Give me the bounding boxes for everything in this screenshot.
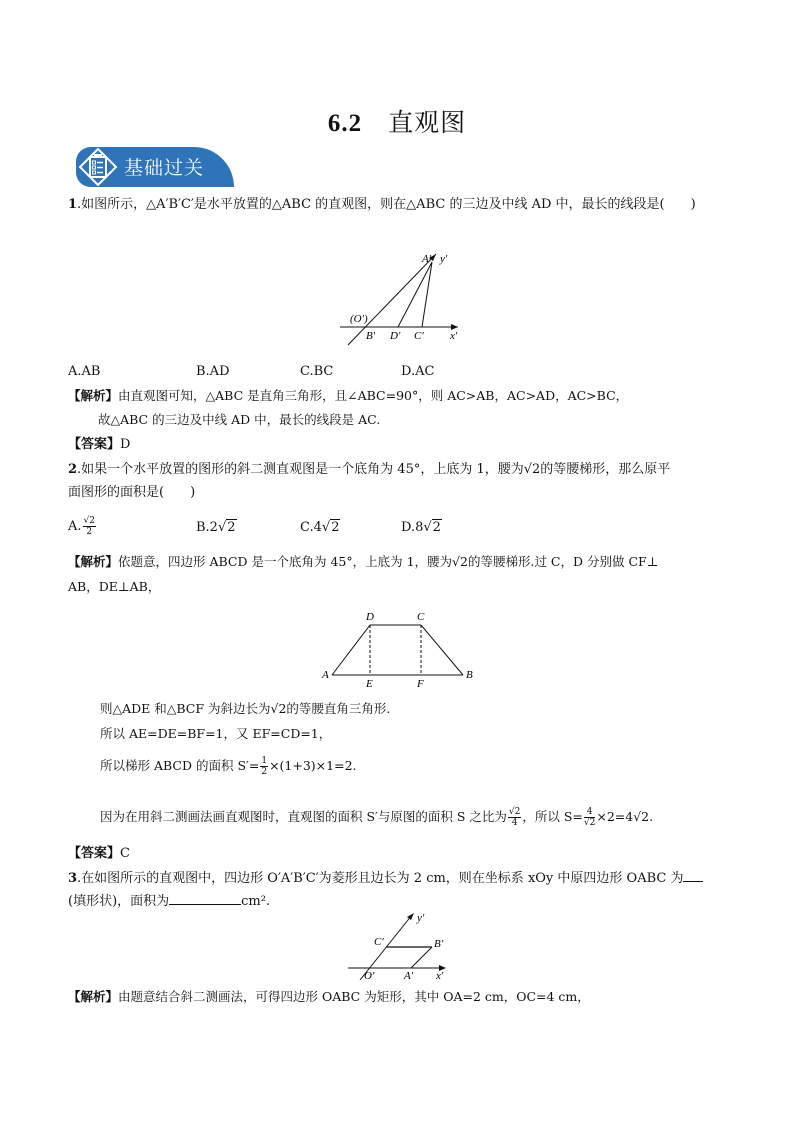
analysis-text: 依题意，四边形 ABCD 是一个底角为 45°，上底为 1，腰为√2的等腰梯形.过 C，D 分别做 CF⊥ [118,554,659,569]
analysis-text: 所以梯形 ABCD 的面积 S′= [100,758,260,773]
option-prefix: D.8 [401,520,424,535]
option-d[interactable]: D.AC [401,364,435,379]
radicand: 2 [227,520,236,535]
analysis-text: 由直观图可知，△ABC 是直角三角形，且∠ABC=90°，则 AC>AB，AC>AD，AC>BC， [118,388,629,403]
page-title [0,103,794,139]
label-a: A′ [422,253,432,265]
analysis-text: 由题意结合斜二测画法，可得四边形 OABC 为矩形，其中 OA=2 cm，OC=4 cm， [118,989,590,1004]
figure-1-oblique-triangle [330,248,470,348]
radicand: 2 [432,520,441,535]
question-2-analysis-line3: 则△ADE 和△BCF 为斜边长为√2的等腰直角三角形. [100,701,391,716]
label-x: x′ [436,970,444,980]
option-d[interactable]: D.8√2 [401,520,441,535]
answer-value: D [120,437,131,452]
figure-2-trapezoid [318,608,478,688]
question-text: (填形状)，面积为 [68,894,170,909]
blank-area[interactable] [169,904,241,905]
question-1-answer [68,436,130,454]
frac-top: √2 [508,807,521,817]
question-1-analysis [68,387,628,405]
label-f: F [417,678,424,688]
analysis-label: 【解析】 [68,554,119,569]
label-d: D [366,611,374,623]
question-text: .如图所示，△A′B′C′是水平放置的△ABC 的直观图，则在△ABC 的三边及中线 AD 中，最长的线段是( ) [77,197,696,212]
analysis-label: 【解析】 [68,388,119,403]
question-2-answer [68,845,130,863]
option-c[interactable]: C.4√2 [300,520,340,535]
checklist-icon [78,148,118,186]
label-c: C′ [374,936,384,948]
frac-top: √2 [83,516,95,526]
frac-top: 4 [584,807,595,818]
radicand: 2 [331,520,340,535]
label-y: y′ [440,253,448,265]
label-b: B′ [366,330,376,342]
label-d: D′ [390,330,401,342]
question-text: .如果一个水平放置的图形的斜二测直观图是一个底角为 45°，上底为 1，腰为√2的等腰梯形，那么原平 [77,462,671,477]
frac-bottom: √2 [583,818,596,828]
analysis-text: ，所以 S= [522,809,583,824]
label-a: A [322,669,329,681]
question-number: 1 [68,197,78,212]
analysis-text: ×2=4√2. [596,809,654,824]
frac-bottom: 2 [86,527,93,537]
analysis-text: 因为在用斜二测画法画直观图时，直观图的面积 S′与原图的面积 S 之比为 [100,809,507,824]
answer-value: C [120,846,130,861]
label-c: C [417,611,425,623]
label-b: B′ [434,938,444,950]
label-e: E [366,678,373,688]
question-1-analysis-cont: 故△ABC 的三边及中线 AD 中，最长的线段是 AC. [98,412,381,427]
question-2-analysis-line6 [100,807,653,828]
question-2-options [68,516,768,542]
frac-top: 1 [261,756,268,766]
label-c: C′ [414,330,424,342]
question-1-options [68,364,768,382]
option-a[interactable] [68,516,97,537]
figure-3-rhombus [346,910,456,980]
question-2-stem-cont: 面图形的面积是( ) [68,485,196,500]
answer-label: 【答案】 [68,437,121,452]
blank-shape[interactable] [683,881,703,882]
option-prefix: C.4 [300,520,322,535]
analysis-text: ×(1+3)×1=2. [269,758,357,773]
option-c[interactable]: C.BC [300,364,334,379]
question-2-stem [68,461,670,479]
frac-bottom: 4 [511,818,518,828]
label-a: A′ [404,970,414,980]
question-1-stem [68,196,696,214]
question-text: .在如图所示的直观图中，四边形 O′A′B′C′为菱形且边长为 2 cm，则在坐标系 xOy 中原四边形 OABC 为 [77,871,684,886]
option-prefix: B.2 [196,520,218,535]
question-number: 3 [68,871,78,886]
section-title: 直观图 [388,108,467,137]
option-a[interactable]: A.AB [68,364,101,379]
option-prefix: A. [68,519,82,534]
label-b: B [466,669,473,681]
question-3-analysis [68,988,590,1006]
question-2-analysis [68,553,658,571]
option-b[interactable]: B.2√2 [196,520,236,535]
label-o: O′ [364,970,375,980]
question-2-analysis-line4: 所以 AE=DE=BF=1，又 EF=CD=1， [100,726,332,741]
analysis-label: 【解析】 [68,989,119,1004]
question-3-stem [68,870,703,888]
question-text: cm². [241,894,271,909]
frac-bottom: 2 [261,767,268,777]
option-b[interactable]: B.AD [196,364,230,379]
question-3-stem-cont [68,893,270,911]
section-number: 6.2 [327,110,363,137]
question-2-analysis-line5 [100,756,357,777]
label-y: y′ [417,912,425,924]
question-2-analysis-cont: AB，DE⊥AB， [68,579,161,594]
label-o: (O′) [350,313,368,325]
label-x: x′ [450,330,458,342]
question-number: 2 [68,462,78,477]
answer-label: 【答案】 [68,846,121,861]
banner-label: 基础过关 [124,157,205,179]
